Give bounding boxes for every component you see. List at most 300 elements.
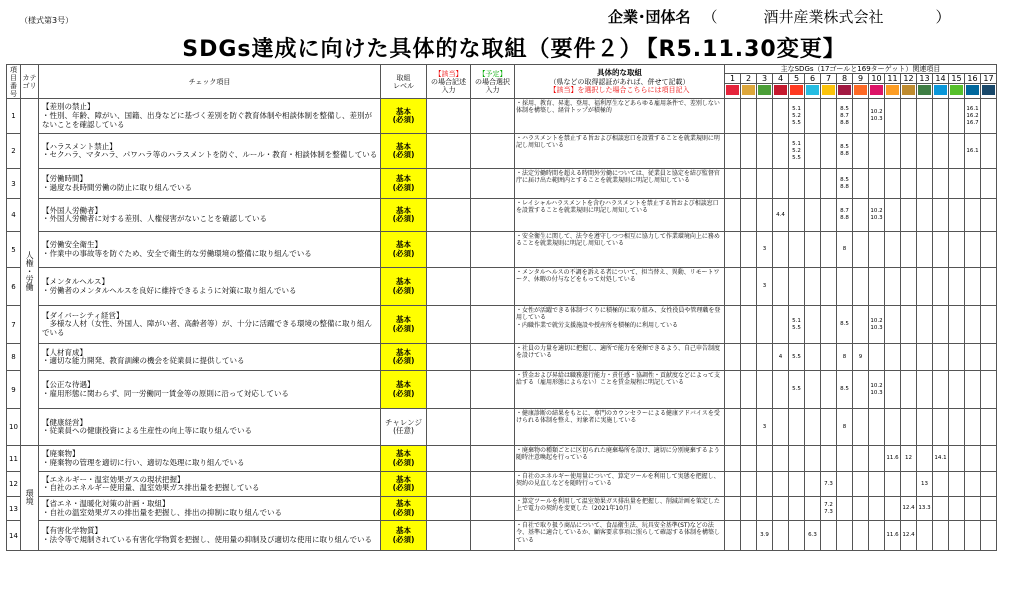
climate-action-icon [918,85,931,95]
sdg-target-15 [949,446,965,472]
sdg-target-4 [773,169,789,199]
specific-action[interactable]: ・廃棄物の種類ごとに区切られた廃棄場所を設け、適切に分別廃棄するよう随時注意喚起を行っている [515,446,725,472]
sdg-target-4 [773,134,789,169]
sdg-target-9 [853,472,869,497]
sdg-target-10 [869,497,885,521]
row-number: 2 [7,134,21,169]
check-item [39,344,381,371]
header-applicable [427,65,471,99]
sdg-target-5: 5.1 5.2 5.5 [789,99,805,134]
sustainable-cities-icon [886,85,899,95]
sdg-target-10 [869,521,885,551]
row-number: 14 [7,521,21,551]
sdg-target-7 [821,169,837,199]
sdg-target-8 [837,446,853,472]
sdg-target-11: 11.6 [885,521,901,551]
sdg-target-1 [725,99,741,134]
table-row [7,472,997,497]
sdg-target-5 [789,169,805,199]
sdg-target-13: 13.3 [917,497,933,521]
sdg-target-4 [773,268,789,306]
sdg-target-9 [853,371,869,409]
specific-action[interactable]: ・算定ツールを利用して温室効果ガス排出量を把握し、削減計画を策定した上で電力の契約を変更した（2021年10月） [515,497,725,521]
planned-select[interactable] [471,409,515,446]
partnerships-icon [982,85,995,95]
level-cell: 基本 (必須) [381,169,427,199]
good-health-icon [758,85,771,95]
row-number: 7 [7,306,21,344]
sdg-target-9 [853,306,869,344]
sdg-target-11 [885,409,901,446]
sdg-target-10: 10.2 10.3 [869,306,885,344]
level-cell: 基本 (必須) [381,134,427,169]
sdg-target-1 [725,169,741,199]
sdg-target-8: 8.5 8.8 [837,134,853,169]
planned-select[interactable] [471,344,515,371]
specific-action[interactable]: ・健康診断の結果をもとに、専門のカウンセラーによる健康アドバイスを受けられる体制を整え、対象者に実施している [515,409,725,446]
header-level-line1: 取組 [396,73,411,82]
check-item [39,497,381,521]
sdg-target-12 [901,199,917,232]
sdg-target-11 [885,344,901,371]
sdg-target-7 [821,344,837,371]
row-number: 11 [7,446,21,472]
goal-icon-cell-3 [757,84,773,99]
sdg-target-10: 10.2 10.3 [869,199,885,232]
sdg-target-6 [805,446,821,472]
sdg-target-17 [981,134,997,169]
sdg-target-11 [885,472,901,497]
sdg-target-12: 12 [901,446,917,472]
applicable-input[interactable] [427,169,471,199]
gender-equality-icon [790,85,803,95]
sdg-target-17 [981,199,997,232]
sdg-target-15 [949,306,965,344]
goal-number-3: 3 [757,74,773,84]
sdg-target-15 [949,134,965,169]
check-item-title: 【ハラスメント禁止】 [42,141,117,151]
sdg-target-6 [805,134,821,169]
check-item-body: ・従業員への健康投資による生産性の向上等に取り組んでいる [42,426,252,436]
sdg-target-10: 10.2 10.3 [869,99,885,134]
planned-select[interactable] [471,446,515,472]
reduced-inequality-icon [870,85,883,95]
sdg-target-5 [789,199,805,232]
sdg-target-5 [789,409,805,446]
sdg-target-16 [965,371,981,409]
header-specific-line3: 【該当】を選択した場合こちらには項目記入 [549,85,690,94]
check-item-title: 【ダイバーシティ経営】 [42,310,124,320]
check-item-title: 【廃棄物】 [42,449,80,459]
sdg-target-3 [757,497,773,521]
goal-icon-cell-6 [805,84,821,99]
planned-select[interactable] [471,232,515,268]
planned-select[interactable] [471,268,515,306]
sdg-target-5 [789,472,805,497]
check-item [39,232,381,268]
sdg-target-6 [805,169,821,199]
level-cell: 基本 (必須) [381,446,427,472]
company-name: 酒井産業株式会社 [763,8,884,26]
check-item-title: 【健康経営】 [42,417,87,427]
check-item-body: ・過度な長時間労働の防止に取り組んでいる [42,182,192,192]
sdg-target-16 [965,306,981,344]
sdg-target-9 [853,446,869,472]
table-row [7,409,997,446]
sdg-target-6 [805,199,821,232]
sdg-target-12 [901,268,917,306]
planned-select[interactable] [471,472,515,497]
sdg-target-5 [789,232,805,268]
goal-number-7: 7 [821,74,837,84]
check-item [39,134,381,169]
row-number: 9 [7,371,21,409]
specific-action[interactable]: ・法定労働時間を超える時間外労働については、従業員と協定を結び監督官庁に届け出た範囲内とすることを就業規則に明記し周知している [515,169,725,199]
sdg-target-17 [981,497,997,521]
clean-energy-icon [822,85,835,95]
form-number: （様式第3号） [20,16,74,25]
sdg-target-1 [725,199,741,232]
goal-number-2: 2 [741,74,757,84]
sdg-target-3 [757,169,773,199]
sdg-target-16 [965,268,981,306]
specific-action[interactable]: ・社員の力量を適切に把握し、適所で能力を発揮できるよう、自己申告制度を設けている [515,344,725,371]
sdg-target-9: 9 [853,344,869,371]
category-human-rights [21,99,39,446]
sdg-target-17 [981,232,997,268]
life-on-land-icon [950,85,963,95]
specific-action[interactable]: ・採用、教育、昇進、登用、福利厚生などあらゆる雇用条件で、差別しない体制を構築し、経営トップが積極的 [515,99,725,134]
check-item-title: 【省エネ・温暖化対策の計画・取組】 [42,499,170,509]
level-cell: 基本 (必須) [381,497,427,521]
check-item [39,268,381,306]
sdg-target-14 [933,521,949,551]
check-item [39,472,381,497]
industry-innovation-icon [854,85,867,95]
check-item-body: ・自社の温室効果ガスの排出量を把握し、排出の抑制に取り組んでいる [42,507,282,517]
table-row [7,232,997,268]
table-row [7,199,997,232]
row-number: 1 [7,99,21,134]
check-item [39,169,381,199]
sdg-target-2 [741,371,757,409]
level-cell: 基本 (必須) [381,268,427,306]
sdg-target-8 [837,497,853,521]
sdg-target-4: 4.4 [773,199,789,232]
goal-number-8: 8 [837,74,853,84]
check-item-title: 【人材育成】 [42,347,87,357]
company-line [608,6,951,27]
check-item-body: ・廃棄物の管理を適切に行い、適切な処理に取り組んでいる [42,457,245,467]
sdg-target-15 [949,472,965,497]
sdg-target-10 [869,268,885,306]
sdg-target-15 [949,371,965,409]
row-number: 8 [7,344,21,371]
sdg-target-14 [933,169,949,199]
applicable-input[interactable] [427,371,471,409]
sdg-target-13 [917,371,933,409]
sdg-target-11 [885,169,901,199]
header-specific-line1: 具体的な取組 [597,68,642,78]
sdg-target-15 [949,232,965,268]
applicable-input[interactable] [427,521,471,551]
title-change: 【R5.11.30変更】 [646,37,846,62]
check-item-body: ・労働者のメンタルヘルスを良好に維持できるように対策に取り組んでいる [42,285,297,295]
sdg-target-6 [805,371,821,409]
check-item-body: ・作業中の事故等を防ぐため、安全で衛生的な労働環境の整備に取り組んでいる [42,248,312,258]
page-title [0,32,1024,63]
sdg-target-7 [821,232,837,268]
check-item-body: ・適切な能力開発、教育訓練の機会を従業員に提供している [42,356,245,366]
sdg-target-11 [885,371,901,409]
sdg-target-2 [741,497,757,521]
specific-action[interactable]: ・メンタルヘルスの不調を訴える者について、担当替え、異動、リモートワーク、休暇の付与などをもって対処している [515,268,725,306]
applicable-input[interactable] [427,268,471,306]
level-cell: 基本 (必須) [381,306,427,344]
sdg-target-9 [853,134,869,169]
specific-action[interactable]: ・自社で取り扱う商品について、食品衛生法、玩具安全基準(ST)などの法令、基準に適合しているか、顧客要求事項に照らして確認する体制を構築している [515,521,725,551]
sdg-target-9 [853,199,869,232]
specific-action[interactable]: ・賃金および昇給は職務遂行能力・責任感・協調性・貢献度などによって支給する（雇用形態によらない）ことを賃金規程に明記している [515,371,725,409]
check-item [39,446,381,472]
sdg-target-12 [901,344,917,371]
header-applicable-rest: の場合記述入力 [431,77,466,94]
sdg-target-7 [821,306,837,344]
header-item-no: 項目番号 [7,65,21,99]
goal-number-11: 11 [885,74,901,84]
sdg-target-2 [741,169,757,199]
sdg-target-3 [757,344,773,371]
table-row [7,446,997,472]
level-cell: 基本 (必須) [381,521,427,551]
planned-select[interactable] [471,134,515,169]
goal-icon-cell-9 [853,84,869,99]
header-level [381,65,427,99]
sdg-target-3 [757,134,773,169]
sdg-target-2 [741,306,757,344]
applicable-input[interactable] [427,446,471,472]
check-item-title: 【エネルギー・温室効果ガスの現状把握】 [42,474,185,484]
sdg-target-1 [725,344,741,371]
check-item-title: 【外国人労働者】 [42,205,102,215]
sdg-target-4 [773,521,789,551]
planned-select[interactable] [471,497,515,521]
sdg-target-4 [773,472,789,497]
sdg-target-10 [869,232,885,268]
applicable-input[interactable] [427,497,471,521]
sdg-target-2 [741,472,757,497]
sdg-target-8 [837,472,853,497]
clean-water-icon [806,85,819,95]
sdg-target-9 [853,99,869,134]
row-number: 3 [7,169,21,199]
applicable-input[interactable] [427,99,471,134]
check-item-body: ・外国人労働者に対する差別、人権侵害がないことを確認している [42,214,267,224]
sdg-target-16: 16.1 16.2 16.7 [965,99,981,134]
sdg-target-2 [741,344,757,371]
check-item-title: 【労働時間】 [42,174,87,184]
planned-select[interactable] [471,199,515,232]
sdg-target-3 [757,199,773,232]
sdg-target-7 [821,409,837,446]
sdg-target-7 [821,371,837,409]
sdg-target-13 [917,306,933,344]
sdg-target-7 [821,446,837,472]
sdg-target-16 [965,169,981,199]
applicable-input[interactable] [427,232,471,268]
category-environment [21,446,39,551]
sdg-target-14 [933,268,949,306]
sdg-target-17 [981,472,997,497]
applicable-input[interactable] [427,344,471,371]
sdg-target-17 [981,521,997,551]
goal-icon-cell-5 [789,84,805,99]
sdg-target-1 [725,232,741,268]
table-row [7,521,997,551]
goal-icon-cell-1 [725,84,741,99]
planned-select[interactable] [471,521,515,551]
table-row [7,497,997,521]
sdg-target-14 [933,99,949,134]
sdg-target-1 [725,521,741,551]
specific-action[interactable]: ・レイシャルハラスメントを含むハラスメントを禁止する旨および相談窓口を設置することを就業規則に明記し周知している [515,199,725,232]
company-label: 企業･団体名 [608,8,691,26]
check-item-body: ・セクハラ、マタハラ、パワハラ等のハラスメントを防ぐ、ルール・教育・相談体制を整備している [42,150,378,160]
sdg-target-2 [741,521,757,551]
table-row [7,371,997,409]
sdg-target-8: 8.5 8.7 8.8 [837,99,853,134]
sdg-target-2 [741,409,757,446]
sdg-target-3: 3.9 [757,521,773,551]
sdg-target-8: 8.5 [837,306,853,344]
goal-icon-cell-17 [981,84,997,99]
applicable-input[interactable] [427,472,471,497]
sdg-target-16 [965,521,981,551]
sdg-target-16 [965,232,981,268]
sdg-target-1 [725,472,741,497]
life-below-water-icon [934,85,947,95]
sdg-target-1 [725,446,741,472]
specific-action[interactable]: ・安全衛生に関して、法令を遵守しつつ相互に協力して作業環境向上に務めることを就業規則に明記し周知している [515,232,725,268]
sdg-target-5 [789,268,805,306]
sdg-target-8: 8 [837,409,853,446]
specific-action[interactable]: ・女性が活躍できる体制づくりに積極的に取り組み、女性役員や管理職を登用している ・内職作業で就労支援施設や授産所を積極的に利用している [515,306,725,344]
sdg-target-1 [725,134,741,169]
goal-number-5: 5 [789,74,805,84]
sdg-target-3 [757,472,773,497]
responsible-consumption-icon [902,85,915,95]
applicable-input[interactable] [427,409,471,446]
sdg-target-16 [965,409,981,446]
goal-icon-cell-4 [773,84,789,99]
sdg-target-2 [741,99,757,134]
sdg-target-11 [885,134,901,169]
sdg-target-6 [805,99,821,134]
level-cell: 基本 (必須) [381,232,427,268]
goal-number-1: 1 [725,74,741,84]
sdg-target-13 [917,169,933,199]
planned-select[interactable] [471,99,515,134]
sdg-target-11: 11.6 [885,446,901,472]
header-sdgs: 主なSDGs（17ゴールと169ターゲット）関連項目 [725,65,997,74]
paren-close: ） [935,8,951,26]
header-planned-rest: の場合選択入力 [475,77,510,94]
sdg-target-4 [773,497,789,521]
header-specific [515,65,725,99]
sdg-target-2 [741,232,757,268]
sdg-target-14 [933,497,949,521]
level-cell: 基本 (必須) [381,472,427,497]
no-poverty-icon [726,85,739,95]
row-number: 13 [7,497,21,521]
sdg-target-17 [981,446,997,472]
sdg-target-3 [757,306,773,344]
sdg-target-6 [805,232,821,268]
sdg-target-4 [773,446,789,472]
sdg-target-7 [821,521,837,551]
goal-icon-cell-13 [917,84,933,99]
sdg-target-12 [901,99,917,134]
sdg-target-3 [757,446,773,472]
check-item [39,306,381,344]
level-cell: チャレンジ (任意) [381,409,427,446]
sdg-target-3: 3 [757,409,773,446]
check-item [39,99,381,134]
sdg-target-2 [741,446,757,472]
sdg-target-13 [917,199,933,232]
sdg-target-14 [933,344,949,371]
header-planned-bracket: 【予定】 [478,69,507,78]
applicable-input[interactable] [427,134,471,169]
planned-select[interactable] [471,169,515,199]
planned-select[interactable] [471,371,515,409]
sdg-target-13 [917,521,933,551]
sdg-target-4 [773,232,789,268]
sdg-target-15 [949,169,965,199]
sdg-target-3: 3 [757,268,773,306]
check-item-title: 【メンタルヘルス】 [42,277,109,287]
quality-education-icon [774,85,787,95]
goal-icon-cell-11 [885,84,901,99]
specific-action[interactable]: ・自社のエネルギー使用量について、算定ツールを利用して実態を把握し、契約の見直しなどを随時行っている [515,472,725,497]
sdg-target-7 [821,199,837,232]
check-item-title: 【公正な待遇】 [42,380,95,390]
sdg-target-4 [773,371,789,409]
check-item-body: ・雇用形態に関わらず、同一労働同一賃金等の原則に沿って対応している [42,388,289,398]
planned-select[interactable] [471,306,515,344]
sdg-target-6 [805,472,821,497]
sdg-target-10 [869,169,885,199]
applicable-input[interactable] [427,306,471,344]
goal-icon-cell-8 [837,84,853,99]
sdg-target-7: 7.2 7.3 [821,497,837,521]
header-level-line2: レベル [393,81,414,90]
applicable-input[interactable] [427,199,471,232]
check-item-title: 【労働安全衛生】 [42,240,102,250]
sdg-target-6 [805,268,821,306]
table-row [7,134,997,169]
specific-action[interactable]: ・ハラスメントを禁止する旨および相談窓口を設置することを就業規則に明記し周知している [515,134,725,169]
sdg-target-17 [981,409,997,446]
sdg-target-9 [853,409,869,446]
goal-number-13: 13 [917,74,933,84]
sdg-target-14 [933,134,949,169]
sdg-target-8: 8 [837,232,853,268]
sdg-target-15 [949,268,965,306]
title-main: SDGs達成に向けた具体的な取組（要件２） [182,37,643,62]
sdg-target-12 [901,169,917,199]
sdg-target-12 [901,409,917,446]
